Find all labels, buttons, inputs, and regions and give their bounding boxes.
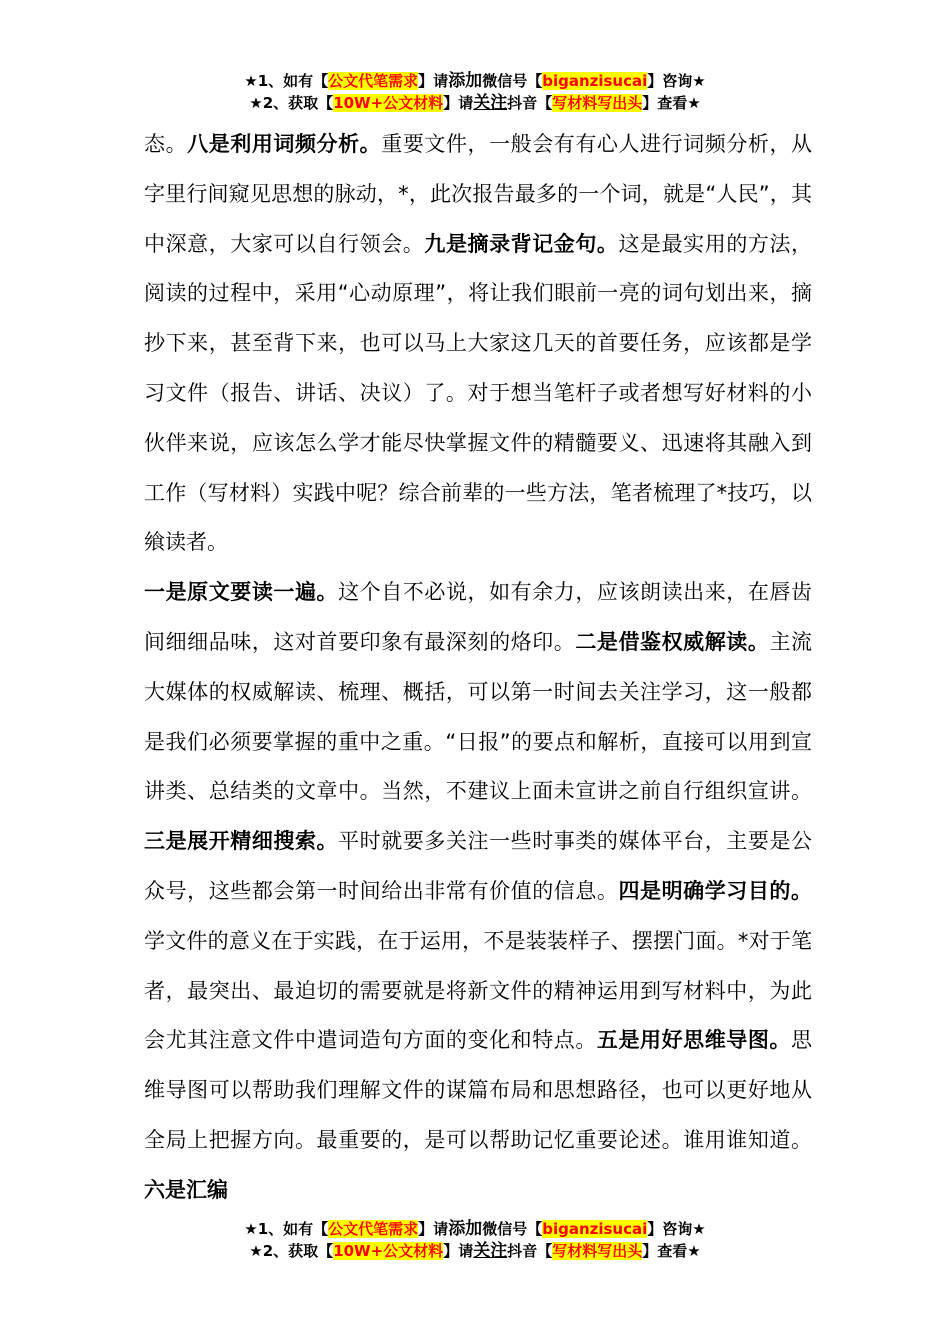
banner-highlight: biganzisucai	[542, 72, 648, 90]
bold-heading: 九是摘录背记金句。	[424, 231, 619, 256]
banner-text: ★1、如有【	[244, 72, 329, 90]
banner-line-2	[0, 1240, 950, 1262]
document-body	[144, 120, 812, 1216]
banner-text: ★2、获取【	[249, 1242, 334, 1260]
banner-line-1	[0, 70, 950, 92]
bold-heading: 四是明确学习目的。	[618, 878, 813, 903]
body-text: 这是最实用的方法，阅读的过程中，采用“心动原理”，将让我们眼前一亮的词句划出来，摘抄下来，甚至背下来，也可以马上大家这几天的首要任务，应该都是学习文件（报告、讲话、决议）了。对于想当笔杆子或者想写好材料的小伙伴来说，应该怎么学才能尽快掌握文件的精髓要义、迅速将其融入到工作（写材料）实践中呢？综合前辈的一些方法，笔者梳理了*技巧，以飨读者。	[144, 231, 813, 555]
banner-line-2	[0, 92, 950, 114]
body-text: 这个自不必说，如有余力，应该朗读出来，在唇齿间细细品味，这对首要印象有最深刻的烙印。	[144, 580, 813, 654]
bold-heading: 一是原文要读一遍。	[144, 580, 339, 605]
banner-text: 】查看★	[642, 1242, 701, 1260]
banner-text: 】请	[418, 72, 449, 90]
paragraph-2	[144, 568, 812, 1215]
bold-heading: 二是借鉴权威解读。	[575, 629, 770, 654]
banner-text: 微信号【	[482, 1220, 543, 1238]
bold-heading: 八是利用词频分析。	[187, 132, 382, 156]
paragraph-1	[144, 120, 812, 568]
banner-text: 】咨询★	[647, 72, 706, 90]
bold-heading: 三是展开精细搜索。	[144, 829, 339, 854]
banner-highlight: biganzisucai	[542, 1220, 648, 1238]
banner-line-1	[0, 1218, 950, 1240]
banner-highlight: 公文代笔需求	[328, 1220, 419, 1238]
bold-heading: 六是汇编	[144, 1177, 228, 1202]
banner-text: 】请	[418, 1220, 449, 1238]
banner-highlight: 10W+公文材料	[333, 94, 444, 112]
body-text: 态。	[144, 132, 188, 156]
body-text: 学文件的意义在于实践，在于运用，不是装装样子、摆摆门面。*对于笔者，最突出、最迫切的需要就是将新文件的精神运用到写材料中，为此会尤其注意文件中遣词造句方面的变化和特点。	[144, 928, 812, 1053]
body-text: 重要文件，一般会有有心人进行词频分析，从字里行间窥见思想的脉动，*，此次报告最多的一个词，就是“人民”，其中深意，大家可以自行领会。	[144, 132, 813, 256]
header-banner	[0, 70, 950, 114]
banner-text: 抖音【	[507, 1242, 553, 1260]
bold-heading: 五是用好思维导图。	[596, 1028, 792, 1053]
banner-text: ★2、获取【	[249, 94, 334, 112]
banner-text: 微信号【	[482, 72, 543, 90]
banner-emphasis: 关注	[473, 93, 508, 113]
banner-highlight: 写材料写出头	[552, 94, 643, 112]
banner-emphasis: 添加	[448, 71, 483, 91]
banner-text: ★1、如有【	[244, 1220, 329, 1238]
banner-text: 】咨询★	[647, 1220, 706, 1238]
banner-text: 】请	[443, 94, 474, 112]
body-text: 平时就要多关注一些时事类的媒体平台，主要是公众号，这些都会第一时间给出非常有价值的信息。	[144, 829, 813, 903]
banner-text: 】查看★	[642, 94, 701, 112]
banner-highlight: 公文代笔需求	[328, 72, 419, 90]
banner-text: 】请	[443, 1242, 474, 1260]
body-text: 思维导图可以帮助我们理解文件的谋篇布局和思想路径，也可以更好地从全局上把握方向。最重要的，是可以帮助记忆重要论述。谁用谁知道。	[144, 1028, 813, 1152]
banner-emphasis: 添加	[448, 1219, 483, 1239]
banner-highlight: 写材料写出头	[552, 1242, 643, 1260]
body-text: 主流大媒体的权威解读、梳理、概括，可以第一时间去关注学习，这一般都是我们必须要掌握的重中之重。“日报”的要点和解析，直接可以用到宣讲类、总结类的文章中。当然，不建议上面未宣讲之前自行组织宣讲。	[144, 629, 813, 804]
banner-emphasis: 关注	[473, 1241, 508, 1261]
banner-text: 抖音【	[507, 94, 553, 112]
banner-highlight: 10W+公文材料	[333, 1242, 444, 1260]
footer-banner	[0, 1218, 950, 1262]
